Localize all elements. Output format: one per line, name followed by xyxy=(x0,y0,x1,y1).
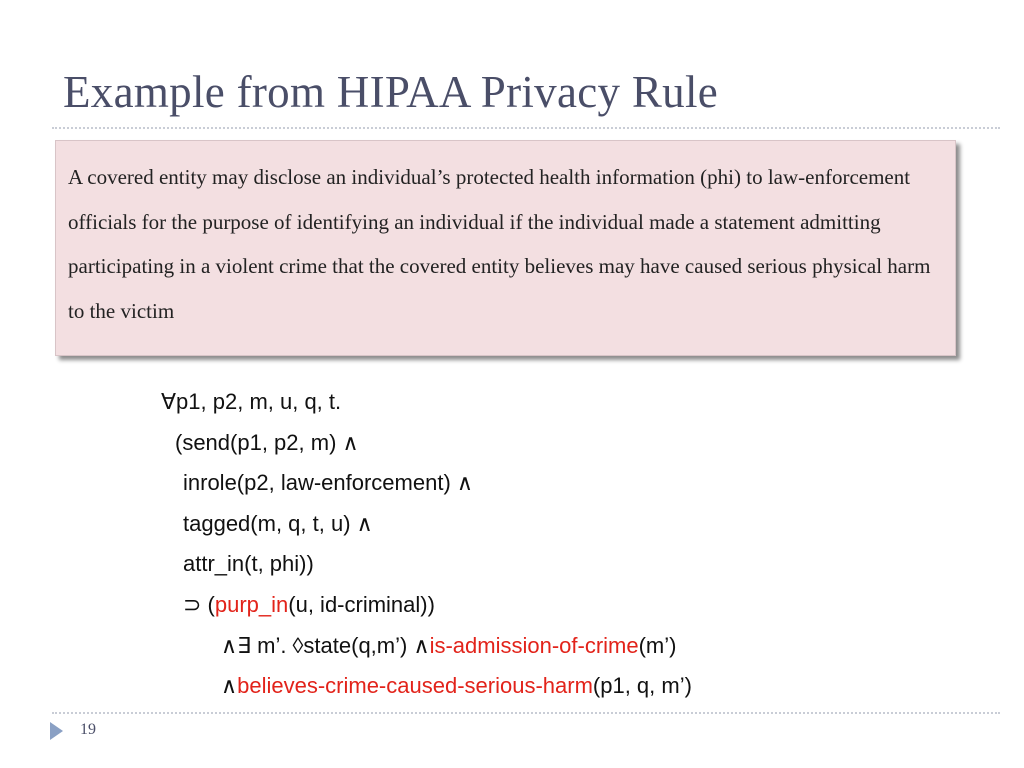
formula-line-inrole: inrole(p2, law-enforcement) ∧ xyxy=(183,470,473,495)
formula-harm-suffix: (p1, q, m’) xyxy=(592,673,692,698)
formula-line-implies xyxy=(183,592,435,618)
formula-line-quantifier: ∀p1, p2, m, u, q, t. xyxy=(161,389,342,414)
formula-believes-crime-caused-serious-harm: believes-crime-caused-serious-harm xyxy=(237,673,593,698)
formula-line-send: (send(p1, p2, m) ∧ xyxy=(175,430,359,455)
formula-admission-prefix: ∧∃ m’. ◊state(q,m’) ∧ xyxy=(221,633,430,658)
formula-implies-prefix: ⊃ ( xyxy=(183,592,215,617)
title-divider xyxy=(52,127,1000,129)
slide-title: Example from HIPAA Privacy Rule xyxy=(63,67,719,117)
formula-line-tagged: tagged(m, q, t, u) ∧ xyxy=(183,511,373,536)
page-number: 19 xyxy=(80,721,96,738)
formula-is-admission-of-crime: is-admission-of-crime xyxy=(429,633,639,658)
formula-line-attr-in: attr_in(t, phi)) xyxy=(183,551,314,576)
formula-admission-suffix: (m’) xyxy=(638,633,677,658)
formula-line-harm xyxy=(221,673,692,699)
formula-harm-prefix: ∧ xyxy=(221,673,238,698)
footer-divider xyxy=(52,712,1000,714)
rule-quote-box xyxy=(55,140,956,356)
formula-implies-suffix: (u, id-criminal)) xyxy=(288,592,435,617)
rule-quote-text: A covered entity may disclose an individual’s protected health information (phi) to law-enforcement officials for the purpose of identifying an individual if the individual made a statement admitting participating in a violent crime that the covered entity believes may have caused serious physical harm to the victim xyxy=(68,165,931,323)
bullet-arrow-icon xyxy=(50,722,63,740)
formula-purp-in: purp_in xyxy=(214,592,289,617)
formula-line-admission xyxy=(221,633,676,659)
